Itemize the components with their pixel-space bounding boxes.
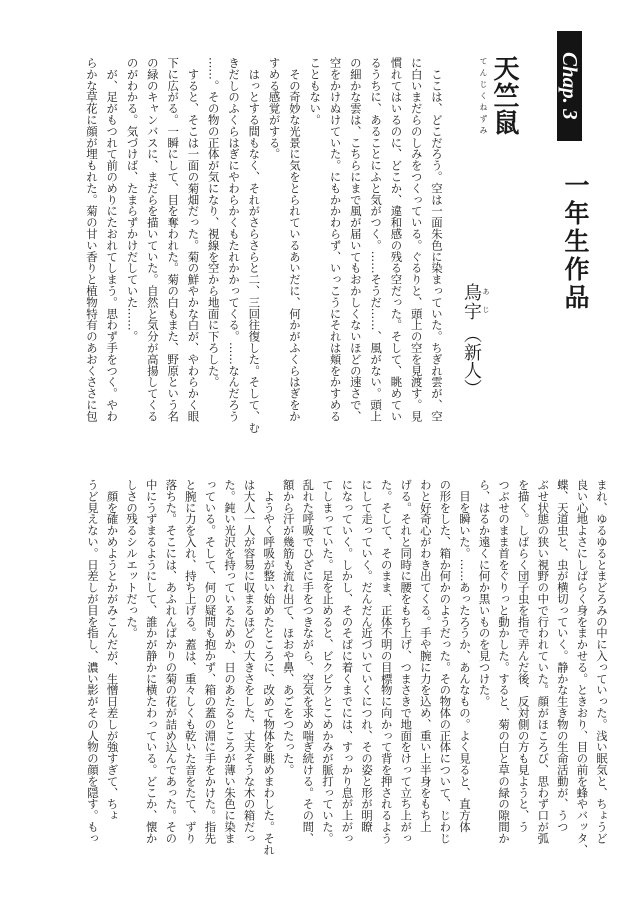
text-column: の形をした、箱か何かのようだった。その物体の正体について、じわじ <box>438 479 453 844</box>
text-column: た。そして、そのまま、正体不明の目標物に向かって背を押されるよう <box>379 479 394 844</box>
author-name: 鳥宇 <box>461 283 482 321</box>
text-column: と腕に力を入れ、持ち上げる。蓋は、重々しくも乾いた音をたて、ずり <box>183 479 198 844</box>
text-column: 下に広がる。一瞬にして、目を奪われた。菊の白もまた、野原という名 <box>166 57 181 422</box>
text-column: つぶせのまま首をぐりっと動かした。すると、菊の白と草の緑の隙間か <box>497 479 512 844</box>
author-note: （新人） <box>461 325 482 397</box>
text-column: は大人一人が容易に収まるほどの大きさをした、丈夫そうな木の箱だっ <box>242 479 257 844</box>
text-column: の緑のキャンバスに、まだらを描いていた。自然と気分が高揚してくる <box>145 57 160 422</box>
text-column: しさの残るシルエットだった。 <box>125 479 140 639</box>
text-column: すめる感覚がする。 <box>267 57 282 160</box>
text-column: っている。そして、何の疑問も抱かず、箱の蓋の淵に手をかけた。指先 <box>203 479 218 844</box>
text-column: ぶせ状態の狭い視野の中で行われていた。顔がほころび、思わず口が弧 <box>536 479 551 844</box>
text-column: すると、そこは一面の菊畑だった。菊の鮮やかな白が、やわらかく眼 <box>186 57 201 422</box>
text-column: の細かな雲は、こちらにまで風が届いてもおかしくないほどの速さで、 <box>348 57 363 422</box>
text-column: わと好奇心がわき出てくる。手や腕に力を込め、重い上半身をもち上 <box>418 479 433 833</box>
text-column: げる。それと同時に腰をもち上げ、つまさきで地面をけって立ち上がっ <box>399 479 414 844</box>
text-column: 落ちた。そこには、あふれんばかりの菊の花が詰め込んであった。その <box>164 479 179 844</box>
chapter-label: Chap. 3 <box>557 31 582 141</box>
text-column: 目を瞬いた。……あったろうか、あんなもの。よく見ると、直方体 <box>457 479 472 833</box>
text-column: 中にうずまるようにして、誰かが静かに横たわっている。どこか、懐か <box>144 479 159 844</box>
text-column: るうちに、あることにふと気がつく。……そうだ……、風がない。頭上 <box>369 57 384 422</box>
text-column: のがわかる。気づけば、たまらずかけだしていた……。 <box>125 57 140 342</box>
category-heading: 一年生作品 <box>561 172 590 312</box>
text-column: うど見えない。日差しが目を指し、濃い影がその人物の顔を隠す。もっ <box>85 479 100 844</box>
text-column: 乱れた呼吸でひざに手をつきながら、空気を求め喘ぎ続ける。その間、 <box>301 479 316 844</box>
story-title-ruby: てんじくねずみ <box>479 57 488 138</box>
story-title: 天竺鼠 <box>489 55 519 136</box>
text-column: を描く。しばらく団子虫を指で弄んだ後、反対側の方も見ようと、う <box>516 479 531 833</box>
body-text-lower <box>82 479 611 871</box>
text-column: 蝶、天道虫と、虫が横切っていく。静かな生き物の生命活動が、うつ <box>555 479 570 833</box>
author-name-ruby: あじ <box>482 288 490 324</box>
text-column: た。鈍い光沢を持っているためか、日のあたるところが薄い朱色に染ま <box>223 479 238 844</box>
text-column: はっとする間もなく、それがさらさらと二、三回往復した。そして、む <box>247 57 262 434</box>
text-column: にして走っていく。だんだん近づいていくにつれ、その姿と形が明瞭 <box>360 479 375 833</box>
text-column: ここは、どこだろう。空は一面朱色に染まっていた。ちぎれ雲が、空 <box>430 57 444 422</box>
text-column: 慣れてはいるのに、どこか、違和感の残る空だった。そして、眺めてい <box>389 57 404 422</box>
text-column: 顔を確かめようとかがみこんだが、生憎日差しが強すぎて、ちょ <box>105 479 120 821</box>
text-column: に白いまだらのしみをつくっている。ぐるりと、頭上の空を見渡す。見 <box>409 57 424 422</box>
text-column: 空をかけぬけていた。にもかかわらず、いっこうにそれは頬をかすめる <box>328 57 343 422</box>
text-column: 額から汗が幾筋も流れ出て、ほおや鼻、あごをつたった。 <box>281 479 296 776</box>
text-column: その奇妙な光景に気をとられているあいだに、何かがふくらはぎをか <box>287 57 302 422</box>
text-column: 良い心地よさにしばらく身をまかせる。ときおり、目の前を蜂やバッタ、 <box>575 479 590 856</box>
text-column: ……。その物の正体が気になり、視線を空から地面に下ろした。 <box>206 57 221 388</box>
text-column: になっていく。しかし、そのそばに着くまでには、すっかり息が上がっ <box>340 479 355 844</box>
text-column: ら、はるか遠くに何か黒いものを見つけた。 <box>477 479 492 707</box>
text-column: が、足がもつれて前のめりにたおれてしまう。思わず手をつく。やわ <box>105 57 120 422</box>
text-column: こともない。 <box>308 57 323 126</box>
text-column: きだしのふくらはぎにやわらかくもたれかかってくる。……なんだろう <box>227 57 242 422</box>
text-column: まれ、ゆるゆるとまどろみの中に入っていった。浅い眠気と、ちょうど <box>595 479 609 844</box>
text-column: らかな草花に顔が埋もれた。菊の甘い香りと植物特有のあおくささに包 <box>84 57 99 422</box>
text-column: てしまっていた。足を止めると、ビクビクとこめかみが脈打っていた。 <box>320 479 335 844</box>
text-column: ようやく呼吸が整い始めたところに、改めて物体を眺めまわした。それ <box>262 479 277 856</box>
body-text-upper <box>82 57 447 449</box>
